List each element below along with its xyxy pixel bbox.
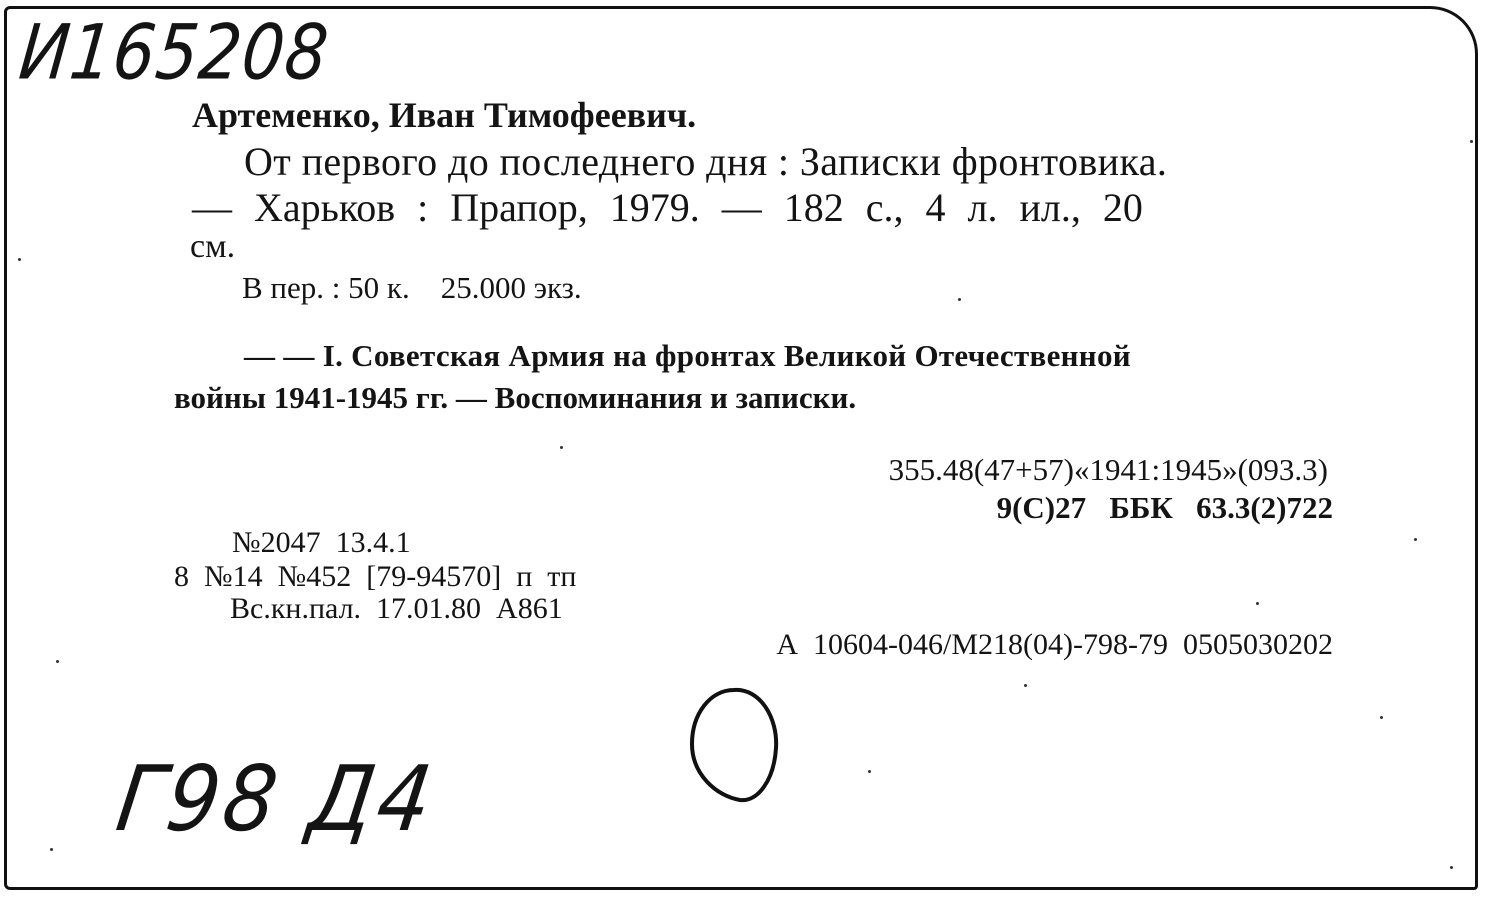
speck xyxy=(18,258,21,261)
service-line-2: 8 №14 №452 [79-94570] п тп xyxy=(174,560,577,593)
subject-line-2: войны 1941-1945 гг. — Воспоминания и записки. xyxy=(174,380,857,415)
speck xyxy=(868,770,871,773)
shelf-mark: Г98 Д4 xyxy=(110,747,442,852)
speck xyxy=(560,446,563,449)
author-heading: Артеменко, Иван Тимофеевич. xyxy=(192,95,697,135)
speck xyxy=(1256,602,1259,605)
inventory-number: И165208 xyxy=(15,8,333,97)
title-line-3: см. xyxy=(190,228,236,265)
speck xyxy=(1470,140,1473,143)
speck xyxy=(1380,716,1383,719)
speck xyxy=(1024,684,1027,687)
hand-drawn-circle-mark xyxy=(684,684,784,808)
service-line-4: А 10604-046/М218(04)-798-79 0505030202 xyxy=(776,628,1333,661)
speck xyxy=(1414,538,1417,541)
service-line-1: №2047 13.4.1 xyxy=(232,526,411,559)
udc-code: 355.48(47+57)«1941:1945»(093.3) xyxy=(888,452,1328,487)
speck xyxy=(1450,866,1453,869)
title-line-2: — Харьков : Прапор, 1979. — 182 с., 4 л. ил., 20 xyxy=(192,185,1143,230)
service-line-3: Вс.кн.пал. 17.01.80 А861 xyxy=(230,592,563,625)
bbk-code: 9(С)27 ББК 63.3(2)722 xyxy=(996,490,1333,525)
subject-line-1: — — I. Советская Армия на фронтах Великой Отечественной xyxy=(244,338,1131,373)
speck xyxy=(50,848,53,851)
speck xyxy=(958,298,961,301)
speck xyxy=(56,660,59,663)
title-line-1: От первого до последнего дня : Записки фронтовика. xyxy=(244,139,1168,184)
price-line: В пер. : 50 к. 25.000 экз. xyxy=(242,270,582,305)
